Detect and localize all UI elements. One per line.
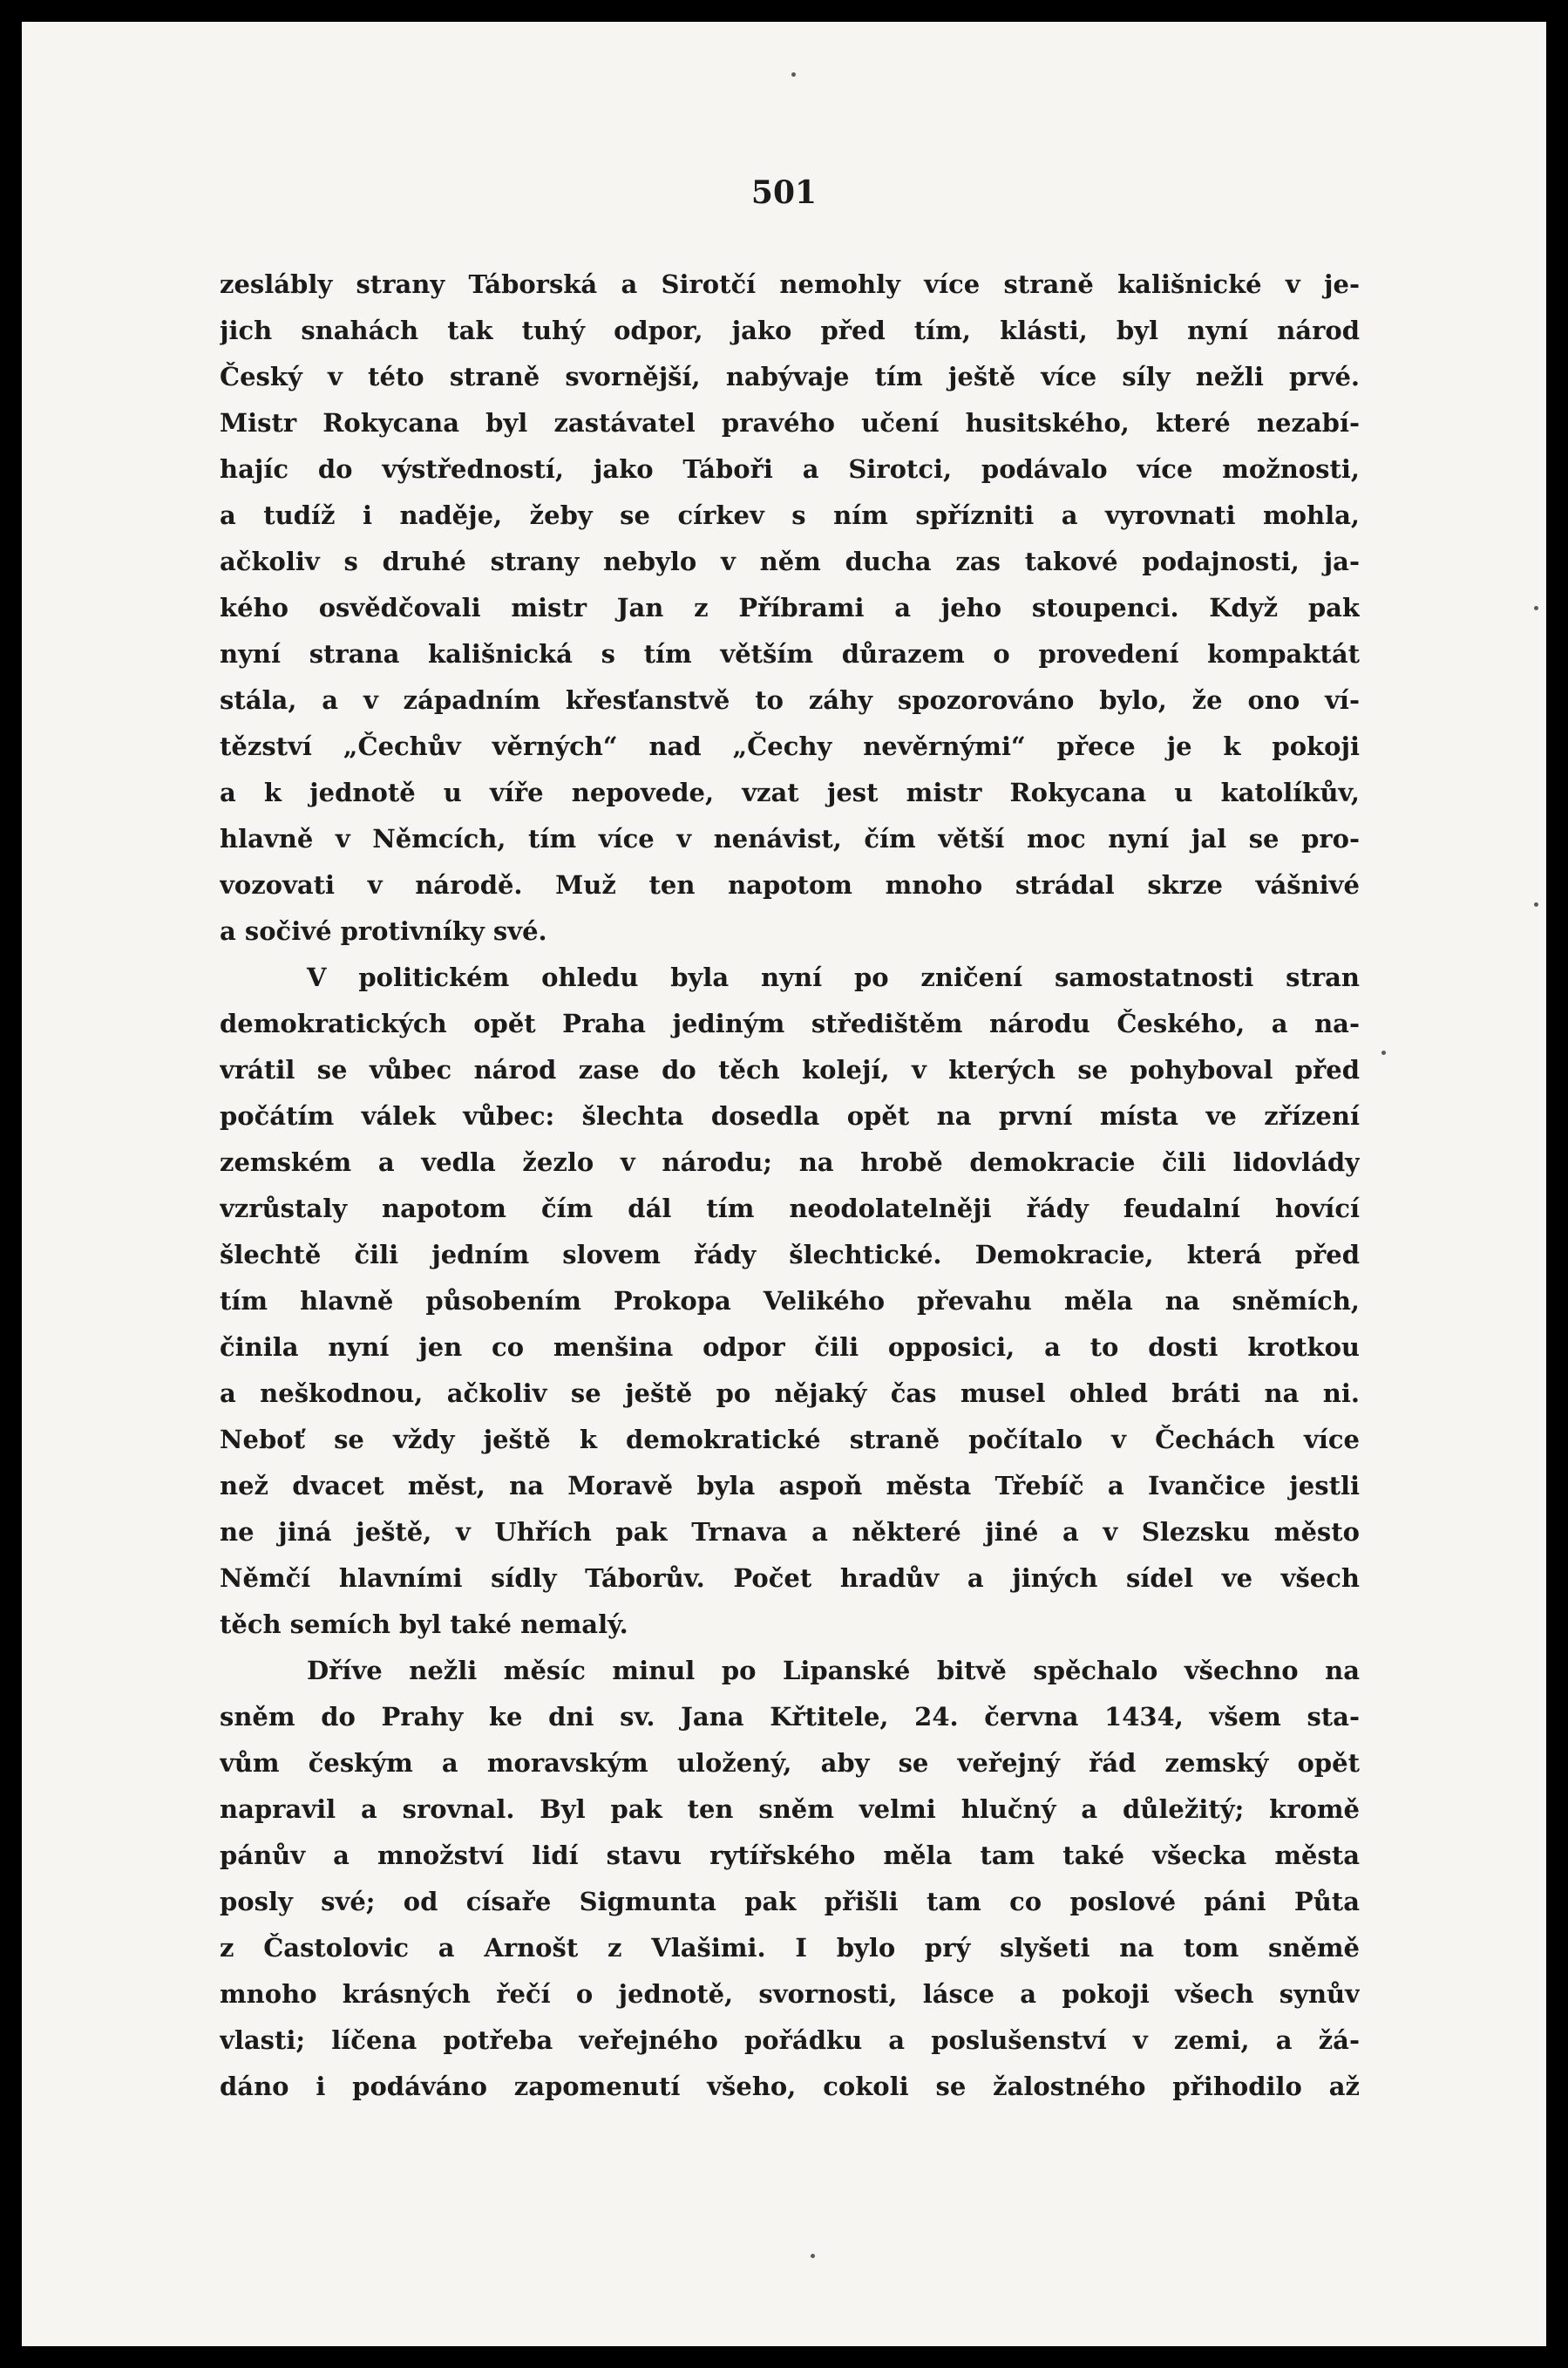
- text-line: kého osvědčovali mistr Jan z Příbrami a jeho stoupenci. Když pak: [220, 593, 1360, 623]
- text-line: hajíc do výstředností, jako Táboři a Sirotci, podávalo více možnosti,: [220, 454, 1360, 484]
- text-line: zeslábly strany Táborská a Sirotčí nemohly více straně kališnické v je-: [220, 269, 1360, 299]
- scan-speck: [1534, 902, 1538, 907]
- text-line: vům českým a moravským uložený, aby se veřejný řád zemský opět: [220, 1748, 1360, 1778]
- text-line: pánův a množství lidí stavu rytířského měla tam také všecka města: [220, 1841, 1360, 1870]
- text-line: vrátil se vůbec národ zase do těch kolejí, v kterých se pohyboval před: [220, 1055, 1360, 1085]
- text-line: ačkoliv s druhé strany nebylo v něm ducha zas takové podajnosti, ja-: [220, 547, 1360, 576]
- text-line: V politickém ohledu byla nyní po zničení samostatnosti stran: [307, 963, 1360, 992]
- text-line: zemském a vedla žezlo v národu; na hrobě demokracie čili lidovlády: [220, 1147, 1360, 1177]
- text-line: mnoho krásných řečí o jednotě, svornosti, lásce a pokoji všech synův: [220, 1979, 1360, 2009]
- text-line: stála, a v západním křesťanstvě to záhy spozorováno bylo, že ono ví-: [220, 685, 1360, 715]
- text-line: než dvacet měst, na Moravě byla aspoň města Třebíč a Ivančice jestli: [220, 1471, 1360, 1500]
- scan-speck: [791, 72, 796, 77]
- text-line: tím hlavně působením Prokopa Velikého převahu měla na sněmích,: [220, 1286, 1360, 1316]
- text-line: a neškodnou, ačkoliv se ještě po nějaký čas musel ohled bráti na ni.: [220, 1378, 1360, 1408]
- text-line: sněm do Prahy ke dni sv. Jana Křtitele, 24. června 1434, všem sta-: [220, 1702, 1360, 1732]
- text-line: počátím válek vůbec: šlechta dosedla opět na první místa ve zřízení: [220, 1101, 1360, 1131]
- paragraph-1: [220, 262, 1360, 955]
- text-line: činila nyní jen co menšina odpor čili opposici, a to dosti krotkou: [220, 1332, 1360, 1362]
- text-line: a sočivé protivníky své.: [220, 916, 547, 946]
- text-line: Mistr Rokycana byl zastávatel pravého učení husitského, které nezabí-: [220, 408, 1360, 438]
- text-line: dáno i podáváno zapomenutí všeho, cokoli se žalostného přihodilo až: [220, 2072, 1360, 2101]
- text-line: posly své; od císaře Sigmunta pak přišli tam co poslové páni Půta: [220, 1887, 1360, 1916]
- text-line: vzrůstaly napotom čím dál tím neodolatelněji řády feudalní hovící: [220, 1194, 1360, 1223]
- text-line: a k jednotě u víře nepovede, vzat jest mistr Rokycana u katolíkův,: [220, 778, 1360, 807]
- scan-speck: [1534, 606, 1538, 610]
- text-line: ne jiná ještě, v Uhřích pak Trnava a některé jiné a v Slezsku město: [220, 1517, 1360, 1547]
- text-line: demokratických opět Praha jediným středištěm národu Českého, a na-: [220, 1009, 1360, 1038]
- paragraph-3: [220, 1648, 1360, 2110]
- text-line: tězství „Čechův věrných“ nad „Čechy nevěrnými“ přece je k pokoji: [220, 731, 1360, 761]
- text-line: jich snahách tak tuhý odpor, jako před tím, klásti, byl nyní národ: [220, 316, 1360, 345]
- text-line: těch semích byl také nemalý.: [220, 1609, 628, 1639]
- page-number: 501: [750, 174, 818, 211]
- text-line: Neboť se vždy ještě k demokratické straně počítalo v Čechách více: [220, 1425, 1360, 1454]
- text-line: Dříve nežli měsíc minul po Lipanské bitvě spěchalo všechno na: [307, 1656, 1360, 1685]
- text-line: Němčí hlavními sídly Táborův. Počet hradův a jiných sídel ve všech: [220, 1563, 1360, 1593]
- text-line: šlechtě čili jedním slovem řády šlechtické. Demokracie, která před: [220, 1240, 1360, 1269]
- text-line: hlavně v Němcích, tím více v nenávist, čím větší moc nyní jal se pro-: [220, 824, 1360, 854]
- text-line: vlasti; líčena potřeba veřejného pořádku a poslušenství v zemi, a žá-: [220, 2025, 1360, 2055]
- body-text: [220, 262, 1360, 2110]
- scan-speck: [1381, 1051, 1386, 1055]
- scan-speck: [811, 2254, 815, 2258]
- text-line: nyní strana kališnická s tím větším důrazem o provedení kompaktát: [220, 639, 1360, 669]
- text-line: napravil a srovnal. Byl pak ten sněm velmi hlučný a důležitý; kromě: [220, 1794, 1360, 1824]
- text-line: Český v této straně svornější, nabývaje tím ještě více síly nežli prvé.: [220, 362, 1360, 391]
- document-page: [22, 22, 1546, 2346]
- text-line: z Častolovic a Arnošt z Vlašimi. I bylo prý slyšeti na tom sněmě: [220, 1933, 1360, 1963]
- text-line: vozovati v národě. Muž ten napotom mnoho strádal skrze vášnivé: [220, 870, 1360, 900]
- paragraph-2: [220, 955, 1360, 1648]
- text-line: a tudíž i naděje, žeby se církev s ním spřízniti a vyrovnati mohla,: [220, 500, 1360, 530]
